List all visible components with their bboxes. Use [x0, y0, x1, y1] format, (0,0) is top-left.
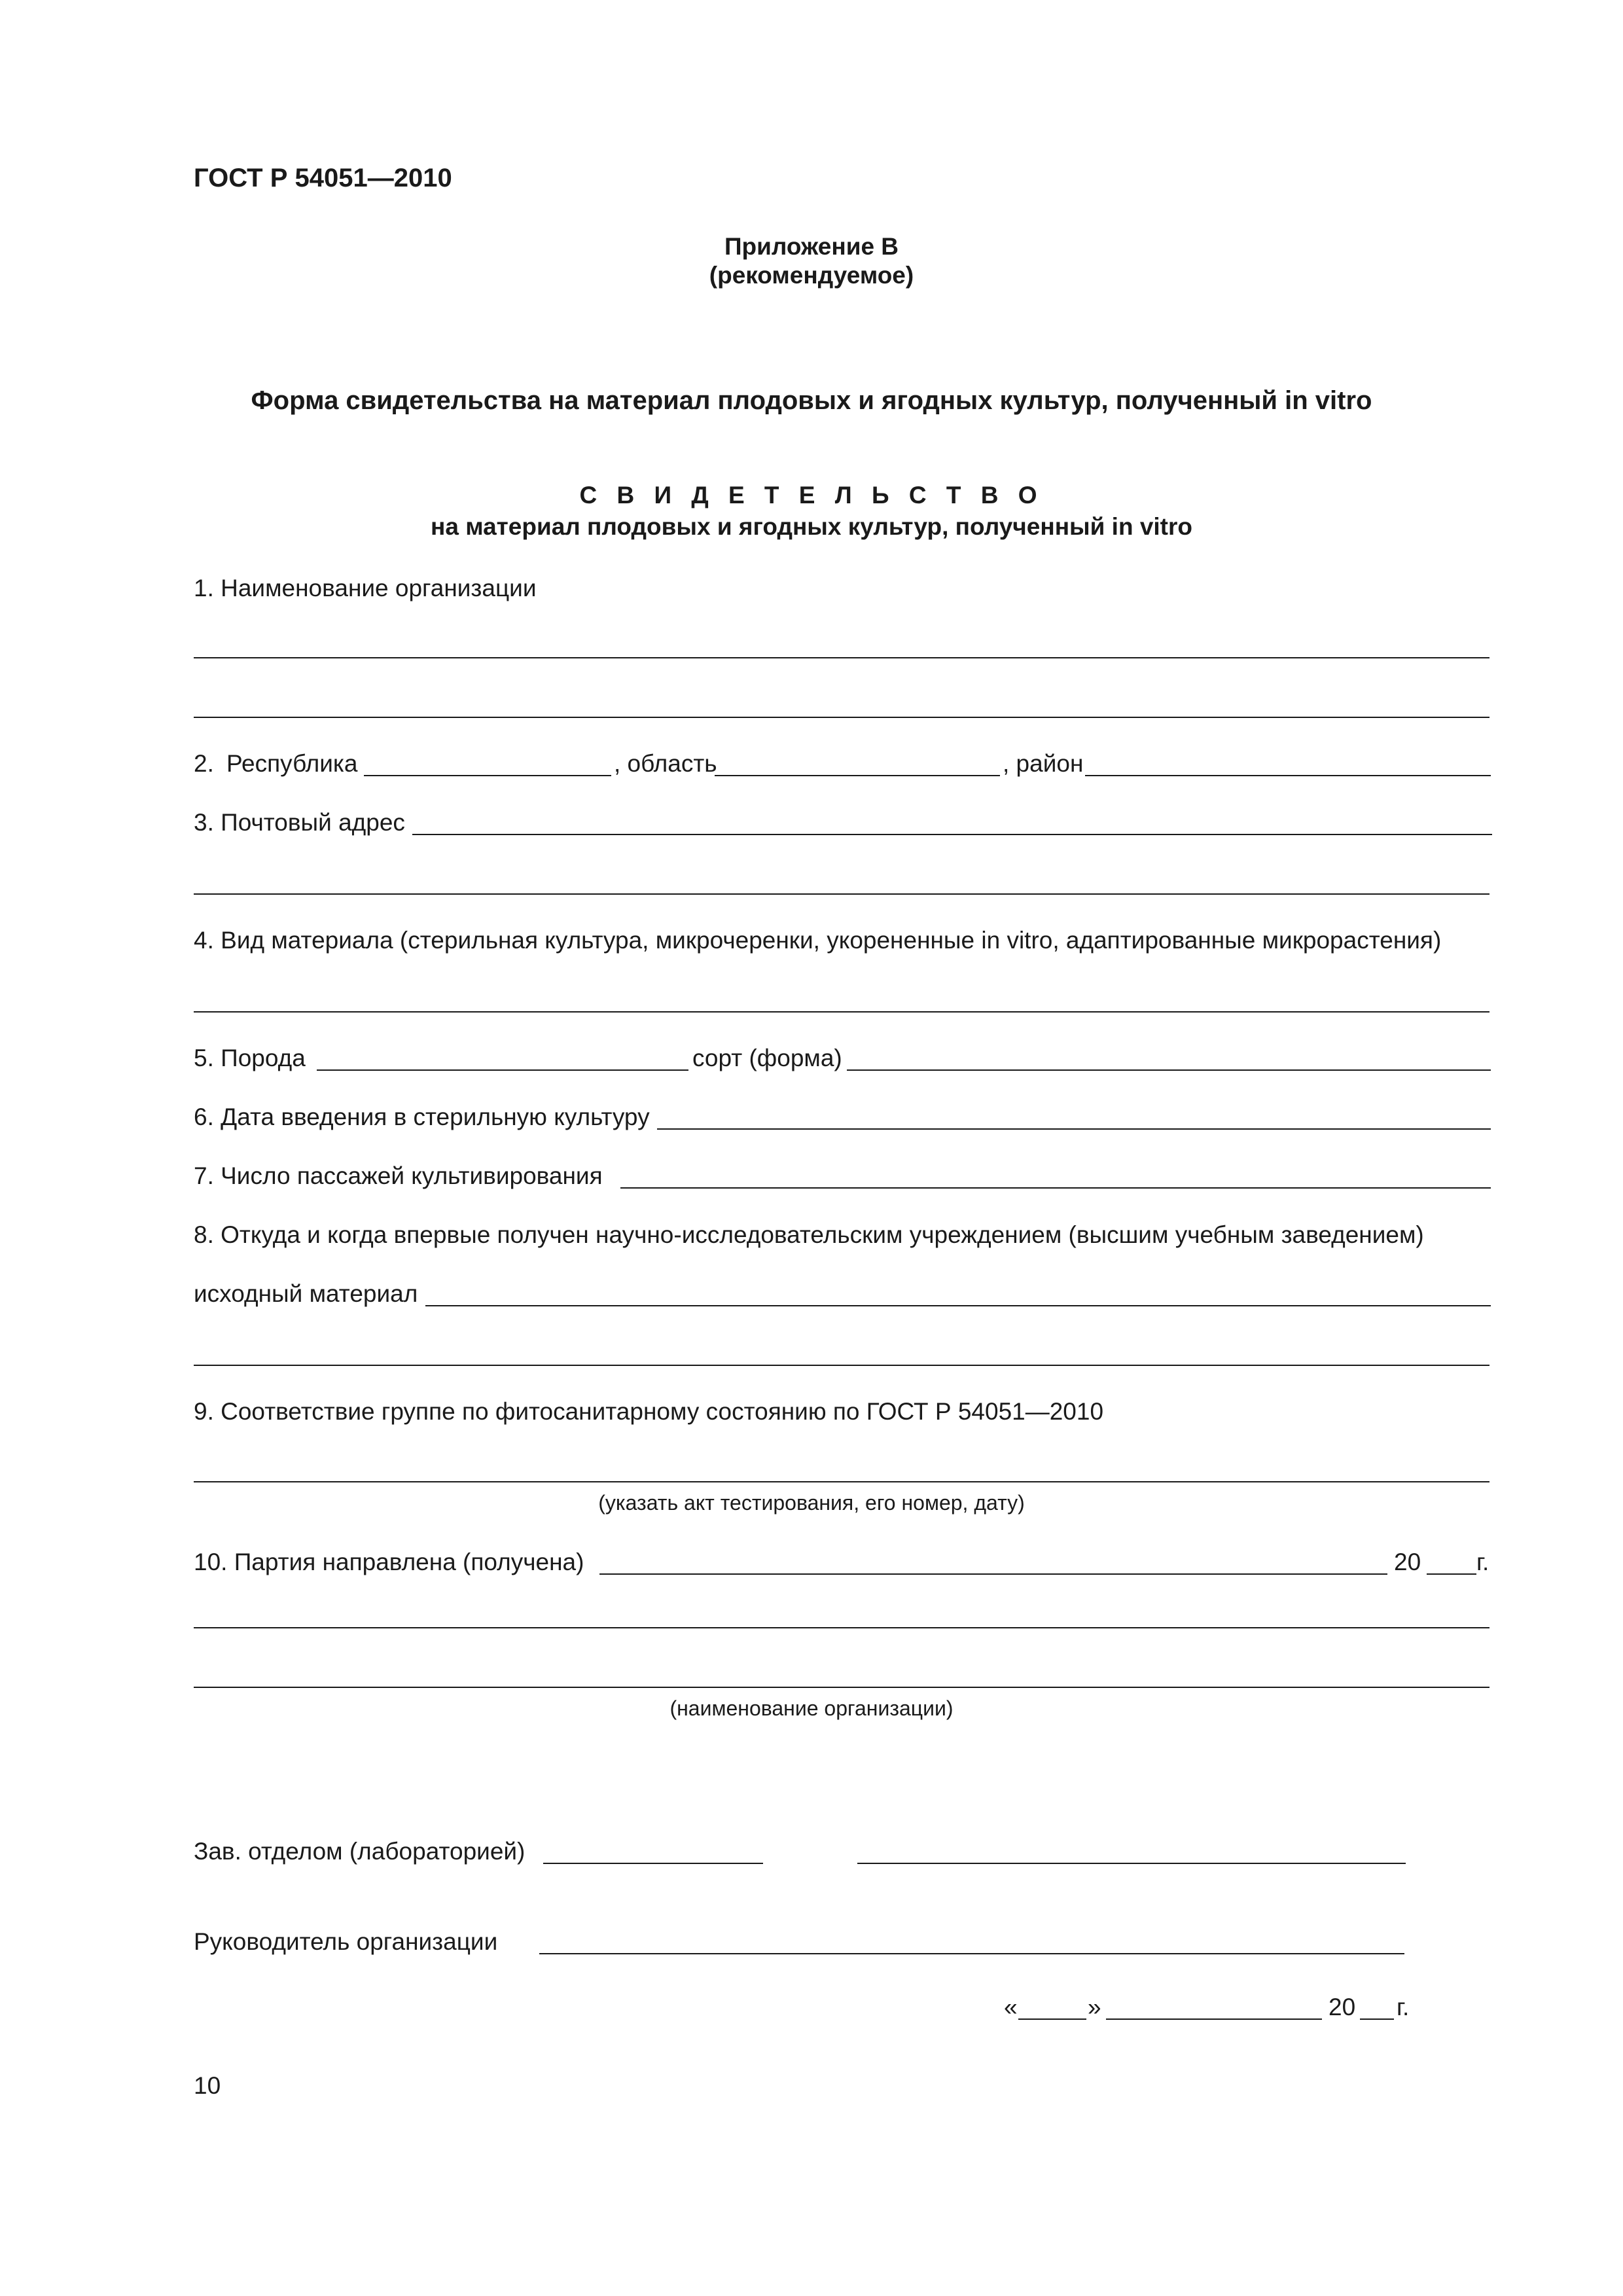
field-republic-label: Республика [226, 750, 358, 777]
page-number: 10 [194, 2072, 221, 2099]
field-region-line[interactable] [715, 775, 1000, 776]
date-month-line[interactable] [1106, 2018, 1322, 2020]
form-title: Форма свидетельства на материал плодовых и ягодных культур, полученный in vitro [251, 386, 1372, 415]
field-region-label: , область [614, 750, 717, 777]
field-republic-line[interactable] [364, 775, 611, 776]
head-of-organization-signature-line[interactable] [539, 1953, 1404, 1954]
field-origin-line-2[interactable] [194, 1365, 1489, 1366]
field-material-type-line[interactable] [194, 1011, 1489, 1013]
field-district-label: , район [1003, 750, 1084, 777]
field-variety-label: сорт (форма) [692, 1045, 842, 1071]
field-passages-label: 7. Число пассажей культивирования [194, 1162, 603, 1189]
field-phytosanitary-line[interactable] [194, 1481, 1489, 1482]
field-organization-line-1[interactable] [194, 657, 1489, 658]
date-open-quote: « [1004, 1994, 1018, 2020]
field-batch-caption: (наименование организации) [669, 1696, 954, 1720]
field-origin-label: 8. Откуда и когда впервые получен научно-исследовательским учреждением (высшим учебным заведением) [194, 1221, 1424, 1248]
certificate-subheading: на материал плодовых и ягодных культур, полученный in vitro [430, 513, 1193, 540]
field-passages-line[interactable] [620, 1187, 1491, 1189]
field-breed-line[interactable] [317, 1069, 688, 1071]
date-year-suffix: г. [1397, 1994, 1410, 2020]
field-origin-continuation: исходный материал [194, 1280, 418, 1307]
date-year-line[interactable] [1360, 2018, 1394, 2020]
field-postal-address-label: 3. Почтовый адрес [194, 809, 405, 836]
head-of-department-label: Зав. отделом (лабораторией) [194, 1838, 526, 1865]
field-organization-line-2[interactable] [194, 717, 1489, 718]
field-district-line[interactable] [1085, 775, 1491, 776]
appendix-status: (рекомендуемое) [709, 262, 914, 289]
field-postal-address-line-2[interactable] [194, 893, 1489, 895]
field-introduction-date-label: 6. Дата введения в стерильную культуру [194, 1103, 650, 1130]
head-of-organization-label: Руководитель организации [194, 1928, 498, 1955]
field-variety-line[interactable] [847, 1069, 1491, 1071]
field-breed-label: 5. Порода [194, 1045, 306, 1071]
field-batch-organization-line-1[interactable] [194, 1627, 1489, 1628]
field-origin-line-1[interactable] [425, 1305, 1491, 1306]
date-day-line[interactable] [1018, 2018, 1086, 2020]
field-introduction-date-line[interactable] [657, 1128, 1491, 1130]
date-year-prefix: 20 [1329, 1994, 1356, 2020]
date-close-quote: » [1088, 1994, 1101, 2020]
field-phytosanitary-caption: (указать акт тестирования, его номер, дату) [598, 1491, 1025, 1515]
head-of-department-name-line[interactable] [857, 1863, 1406, 1864]
field-postal-address-line-1[interactable] [412, 834, 1492, 835]
document-code: ГОСТ Р 54051—2010 [194, 164, 452, 192]
field-2-number: 2. [194, 750, 214, 777]
field-batch-organization-line-2[interactable] [194, 1687, 1489, 1688]
field-batch-label: 10. Партия направлена (получена) [194, 1549, 584, 1575]
certificate-heading: С В И Д Е Т Е Л Ь С Т В О [579, 482, 1044, 509]
field-batch-year-suffix: г. [1476, 1549, 1489, 1575]
field-material-type-label: 4. Вид материала (стерильная культура, микрочеренки, укорененные in vitro, адаптированные микрорастения) [194, 927, 1442, 954]
field-batch-line[interactable] [599, 1573, 1387, 1575]
head-of-department-signature-line[interactable] [543, 1863, 763, 1864]
field-batch-year-prefix: 20 [1394, 1549, 1421, 1575]
field-phytosanitary-label: 9. Соответствие группе по фитосанитарному состоянию по ГОСТ Р 54051—2010 [194, 1398, 1104, 1425]
field-batch-year-line[interactable] [1427, 1573, 1476, 1575]
appendix-title: Приложение В [724, 233, 899, 260]
field-organization-label: 1. Наименование организации [194, 575, 537, 601]
